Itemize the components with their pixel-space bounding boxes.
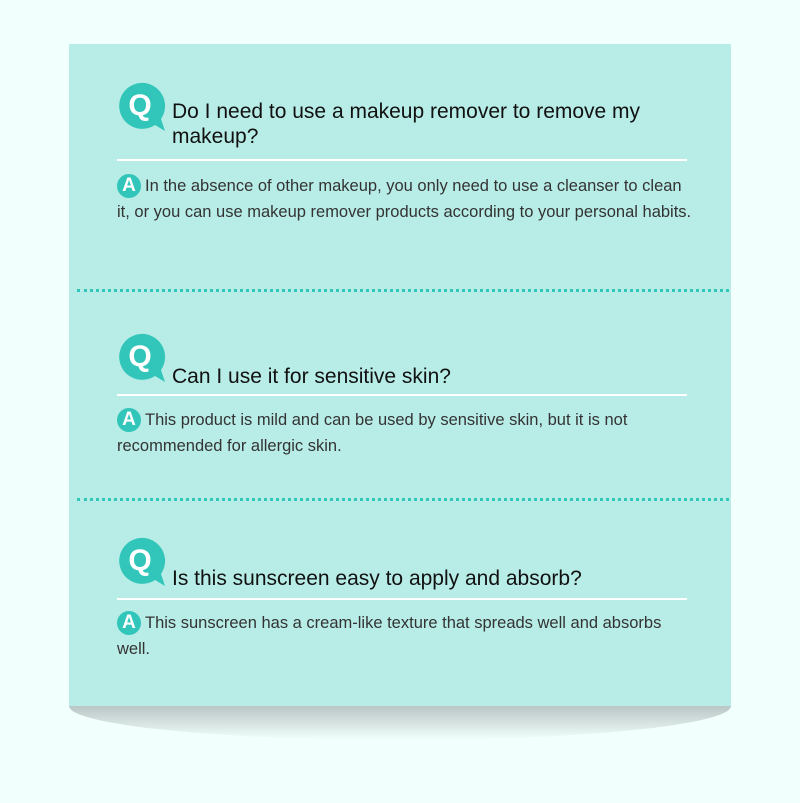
question-text: Can I use it for sensitive skin? bbox=[172, 365, 451, 388]
svg-text:Q: Q bbox=[128, 340, 152, 373]
answer-text: In the absence of other makeup, you only need to use a cleanser to clean it, or you can use makeup remover products according to your personal habits. bbox=[117, 177, 692, 221]
svg-text:Q: Q bbox=[128, 89, 152, 122]
question-bubble-icon bbox=[115, 536, 169, 590]
question-text: Is this sunscreen easy to apply and absorb? bbox=[172, 567, 582, 590]
answer-badge-icon: A bbox=[117, 174, 141, 198]
answer-text: This sunscreen has a cream-like texture that spreads well and absorbs well. bbox=[117, 614, 662, 658]
question-text: Do I need to use a makeup remover to remove my makeup? bbox=[172, 100, 641, 148]
question-bubble-icon bbox=[115, 81, 169, 135]
question-underline bbox=[117, 394, 687, 396]
answer-badge-icon: A bbox=[117, 408, 141, 432]
question-bubble-icon bbox=[115, 332, 169, 386]
dotted-divider bbox=[77, 289, 729, 292]
question-underline bbox=[117, 598, 687, 600]
question-underline bbox=[117, 159, 687, 161]
answer-badge-icon: A bbox=[117, 611, 141, 635]
svg-text:Q: Q bbox=[128, 544, 152, 577]
dotted-divider bbox=[77, 498, 729, 501]
faq-card bbox=[69, 44, 731, 706]
answer-text: This product is mild and can be used by sensitive skin, but it is not recommended for allergic skin. bbox=[117, 411, 628, 455]
card-shadow bbox=[69, 706, 731, 740]
